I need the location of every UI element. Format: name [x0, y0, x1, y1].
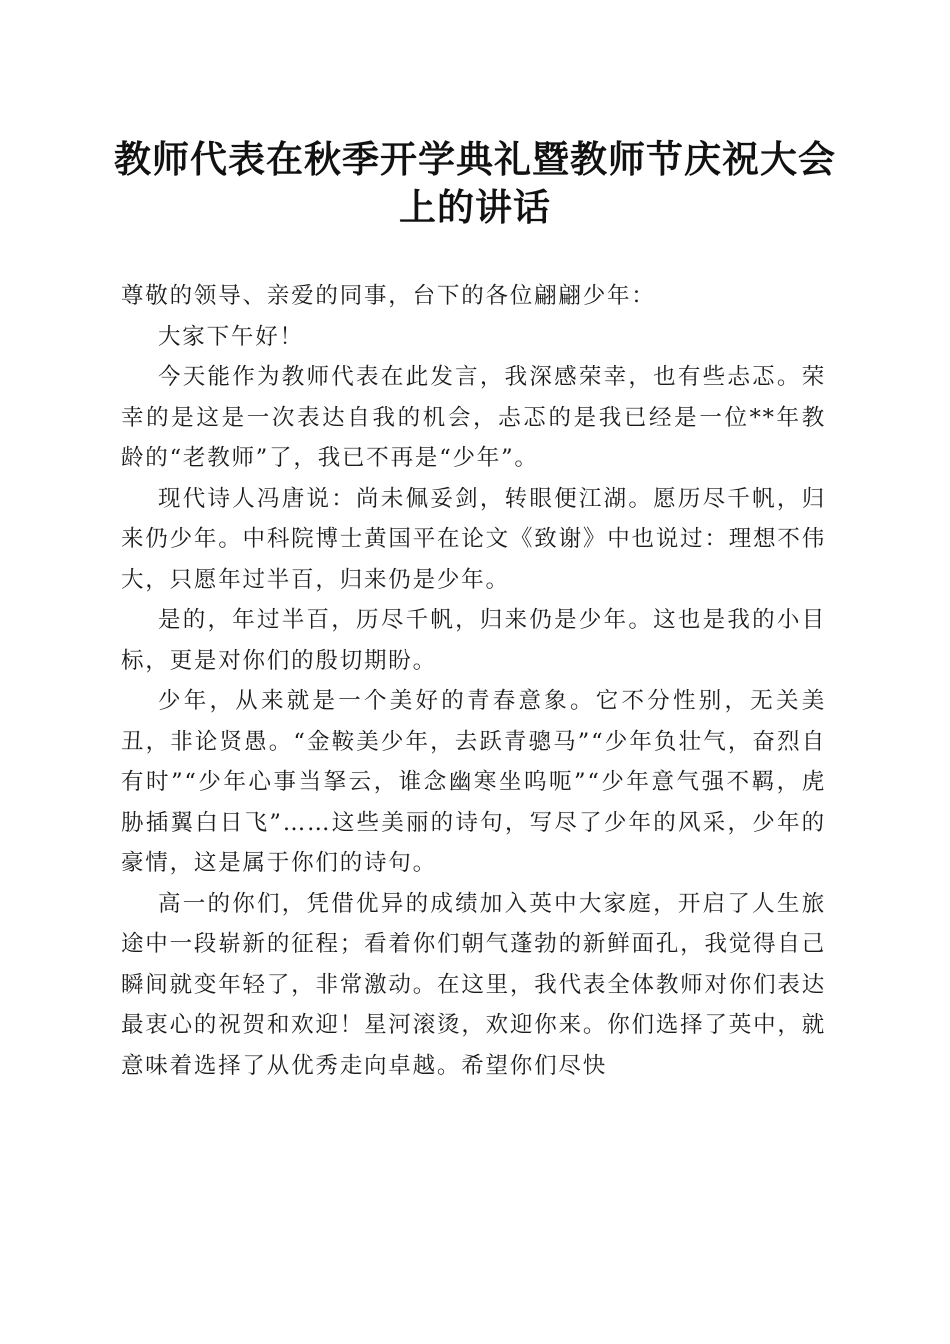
- salutation-paragraph: 尊敬的领导、亲爱的同事，台下的各位翩翩少年：: [121, 283, 656, 309]
- body-paragraph: 现代诗人冯唐说：尚未佩妥剑，转眼便江湖。愿历尽千帆，归来仍少年。中科院博士黄国平在论文《致谢》中也说过：理想不伟大，只愿年过半百，归来仍是少年。: [121, 485, 826, 593]
- body-paragraph: 高一的你们，凭借优异的成绩加入英中大家庭，开启了人生旅途中一段崭新的征程；看着你们朝气蓬勃的新鲜面孔，我觉得自己瞬间就变年轻了，非常激动。在这里，我代表全体教师对你们表达最衷心的祝贺和欢迎！星河滚烫，欢迎你来。你们选择了英中，就意味着选择了从优秀走向卓越。希望你们尽快: [121, 890, 826, 1079]
- document-title: 教师代表在秋季开学典礼暨教师节庆祝大会上的讲话: [114, 137, 836, 229]
- greeting-paragraph: 大家下午好！: [158, 323, 304, 350]
- body-paragraph: 今天能作为教师代表在此发言，我深感荣幸，也有些忐忑。荣幸的是这是一次表达自我的机会，忐忑的是我已经是一位**年教龄的“老教师”了，我已不再是“少年”。: [121, 364, 826, 471]
- document-body: [121, 276, 826, 1086]
- body-paragraph: 少年，从来就是一个美好的青春意象。它不分性别，无关美丑，非论贤愚。“金鞍美少年，去跃青骢马”“少年负壮气，奋烈自有时”“少年心事当拏云，谁念幽寒坐呜呃”“少年意气强不羁，虎胁插翼白日飞”……这些美丽的诗句，写尽了少年的风采，少年的豪情，这是属于你们的诗句。: [121, 688, 826, 876]
- body-paragraph: 是的，年过半百，历尽千帆，归来仍是少年。这也是我的小目标，更是对你们的殷切期盼。: [121, 607, 826, 674]
